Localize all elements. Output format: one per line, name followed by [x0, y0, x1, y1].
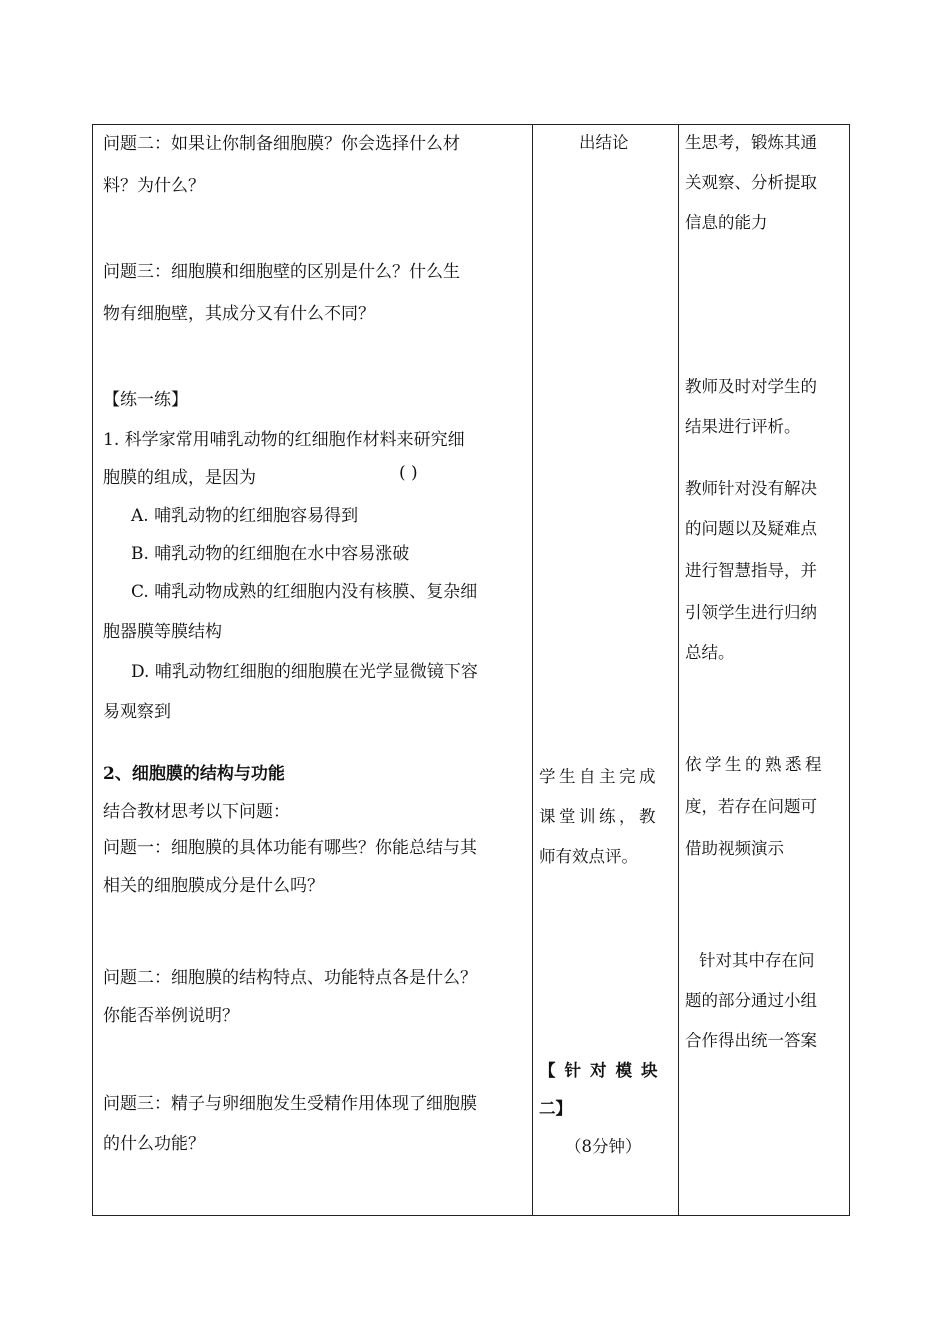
- option-d-line-2: 易观察到: [103, 702, 171, 722]
- section-2-question-2-line-1: 问题二：细胞膜的结构特点、功能特点各是什么？: [103, 968, 477, 988]
- student-activity-line-1: 学生自主完成: [539, 767, 659, 786]
- module-duration: （8分钟）: [565, 1137, 642, 1156]
- intent-video-line-3: 借助视频演示: [685, 839, 784, 858]
- intent-group-line-2: 题的部分通过小组: [685, 991, 817, 1010]
- section-2-question-3-line-2: 的什么功能？: [103, 1134, 205, 1154]
- module-title-line-1: 【针对模块: [539, 1061, 667, 1080]
- intent-think-line-2: 关观察、分析提取: [685, 173, 817, 192]
- section-2-question-2-line-2: 你能否举例说明？: [103, 1006, 239, 1026]
- section-2-question-1-line-1: 问题一：细胞膜的具体功能有哪些？你能总结与其: [103, 838, 477, 858]
- student-activity-line-3: 师有效点评。: [539, 847, 638, 866]
- option-a: A. 哺乳动物的红细胞容易得到: [131, 506, 359, 526]
- intent-evaluate-line-1: 教师及时对学生的: [685, 377, 817, 396]
- intent-think-line-1: 生思考，锻炼其通: [685, 133, 817, 152]
- column-divider-2: [678, 125, 679, 1215]
- section-2-intro: 结合教材思考以下问题：: [103, 802, 290, 822]
- option-c-line-1: C. 哺乳动物成熟的红细胞内没有核膜、复杂细: [131, 582, 478, 602]
- practice-heading: 【练一练】: [103, 390, 188, 410]
- question-3-line-1: 问题三：细胞膜和细胞壁的区别是什么？什么生: [103, 262, 460, 282]
- intent-evaluate-line-2: 结果进行评析。: [685, 417, 801, 436]
- intent-guide-line-3: 进行智慧指导，并: [685, 561, 817, 580]
- intent-guide-line-4: 引领学生进行归纳: [685, 603, 817, 622]
- practice-question-line-2: 胞膜的组成，是因为: [103, 468, 256, 488]
- answer-parentheses: ( ): [399, 463, 418, 483]
- question-2-line-2: 料？为什么？: [103, 176, 205, 196]
- intent-think-line-3: 信息的能力: [685, 213, 768, 232]
- option-b: B. 哺乳动物的红细胞在水中容易涨破: [131, 544, 410, 564]
- intent-guide-line-5: 总结。: [685, 643, 735, 662]
- intent-guide-line-1: 教师针对没有解决: [685, 479, 817, 498]
- intent-guide-line-2: 的问题以及疑难点: [685, 519, 817, 538]
- section-2-question-1-line-2: 相关的细胞膜成分是什么吗？: [103, 876, 324, 896]
- conclusion-text: 出结论: [579, 133, 629, 152]
- section-2-question-3-line-1: 问题三：精子与卵细胞发生受精作用体现了细胞膜: [103, 1094, 477, 1114]
- section-2-heading: 2、细胞膜的结构与功能: [103, 764, 285, 784]
- question-2-line-1: 问题二：如果让你制备细胞膜？你会选择什么材: [103, 134, 460, 154]
- option-d-line-1: D. 哺乳动物红细胞的细胞膜在光学显微镜下容: [131, 662, 478, 682]
- option-c-line-2: 胞器膜等膜结构: [103, 622, 222, 642]
- column-divider-1: [532, 125, 533, 1215]
- module-title-line-2: 二】: [539, 1099, 572, 1118]
- intent-video-line-2: 度，若存在问题可: [685, 797, 817, 816]
- intent-group-line-3: 合作得出统一答案: [685, 1031, 817, 1050]
- question-3-line-2: 物有细胞壁，其成分又有什么不同？: [103, 304, 375, 324]
- intent-group-line-1: 针对其中存在问: [699, 951, 815, 970]
- lesson-plan-table: [92, 124, 850, 1216]
- practice-question-line-1: 1. 科学家常用哺乳动物的红细胞作材料来研究细: [103, 430, 465, 450]
- student-activity-line-2: 课堂训练，教: [539, 807, 659, 826]
- intent-video-line-1: 依学生的熟悉程: [685, 755, 825, 774]
